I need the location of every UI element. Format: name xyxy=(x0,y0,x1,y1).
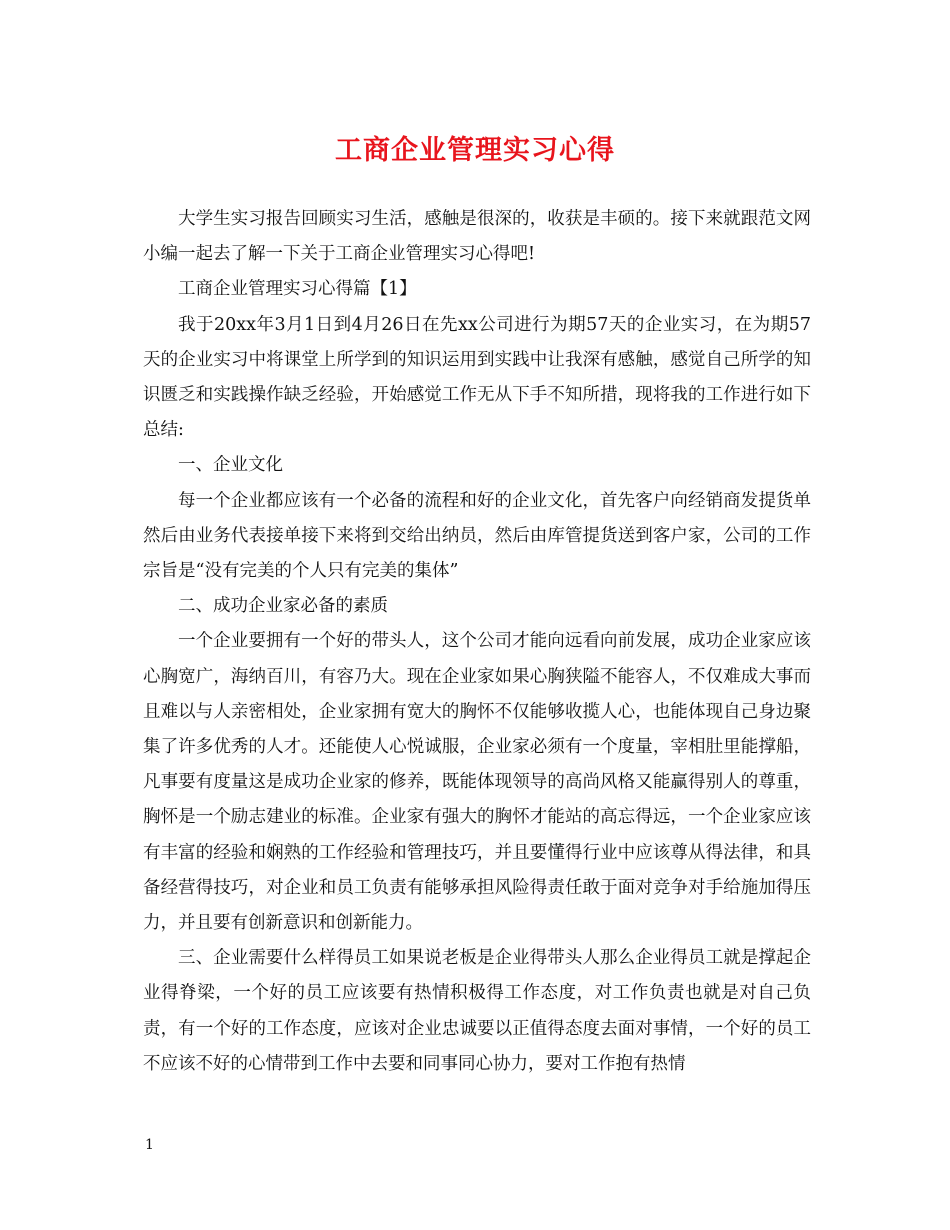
section-heading-entrepreneur-qualities: 二、成功企业家必备的素质 xyxy=(178,596,388,617)
body-paragraph: 我于20xx年3月1日到4月26日在先xx公司进行为期57天的企业实习，在为期57天的企业实习中将课堂上所学到的知识运用到实践中让我深有感触，感觉自己所学的知识匮乏和实践操作缺乏经验，开始感觉工作无从下手不知所措，现将我的工作进行如下总结: xyxy=(143,314,811,441)
document-body xyxy=(143,202,811,1082)
body-paragraph: 每一个企业都应该有一个必备的流程和好的企业文化，首先客户向经销商发提货单然后由业务代表接单接下来将到交给出纳员，然后由库管提货送到客户家，公司的工作宗旨是“没有完美的个人只有完美的集体” xyxy=(143,490,811,582)
section-heading-corporate-culture: 一、企业文化 xyxy=(178,455,283,476)
page-number: 1 xyxy=(145,1137,154,1153)
body-paragraph: 三、企业需要什么样得员工如果说老板是企业得带头人那么企业得员工就是撑起企业得脊梁，一个好的员工应该要有热情积极得工作态度，对工作负责也就是对自己负责，有一个好的工作态度，应该对企业忠诚要以正值得态度去面对事情，一个好的员工不应该不好的心情带到工作中去要和同事同心协力，要对工作抱有热情 xyxy=(143,948,811,1074)
intro-paragraph: 大学生实习报告回顾实习生活，感触是很深的，收获是丰硕的。接下来就跟范文网小编一起去了解一下关于工商企业管理实习心得吧! xyxy=(143,209,811,265)
section-heading-article-1: 工商企业管理实习心得篇【1】 xyxy=(178,279,417,300)
body-paragraph: 一个企业要拥有一个好的带头人，这个公司才能向远看向前发展，成功企业家应该心胸宽广，海纳百川，有容乃大。现在企业家如果心胸狭隘不能容人，不仅难成大事而且难以与人亲密相处，企业家拥有宽大的胸怀不仅能够收揽人心，也能体现自己身边聚集了许多优秀的人才。还能使人心悦诚服，企业家必须有一个度量，宰相肚里能撑船，凡事要有度量这是成功企业家的修养，既能体现领导的高尚风格又能赢得别人的尊重，胸怀是一个励志建业的标准。企业家有强大的胸怀才能站的高忘得远，一个企业家应该有丰富的经验和娴熟的工作经验和管理技巧，并且要懂得行业中应该尊从得法律，和具备经营得技巧，对企业和员工负责有能够承担风险得责任敢于面对竞争对手给施加得压力，并且要有创新意识和创新能力。 xyxy=(143,631,811,934)
document-title: 工商企业管理实习心得 xyxy=(335,135,615,166)
